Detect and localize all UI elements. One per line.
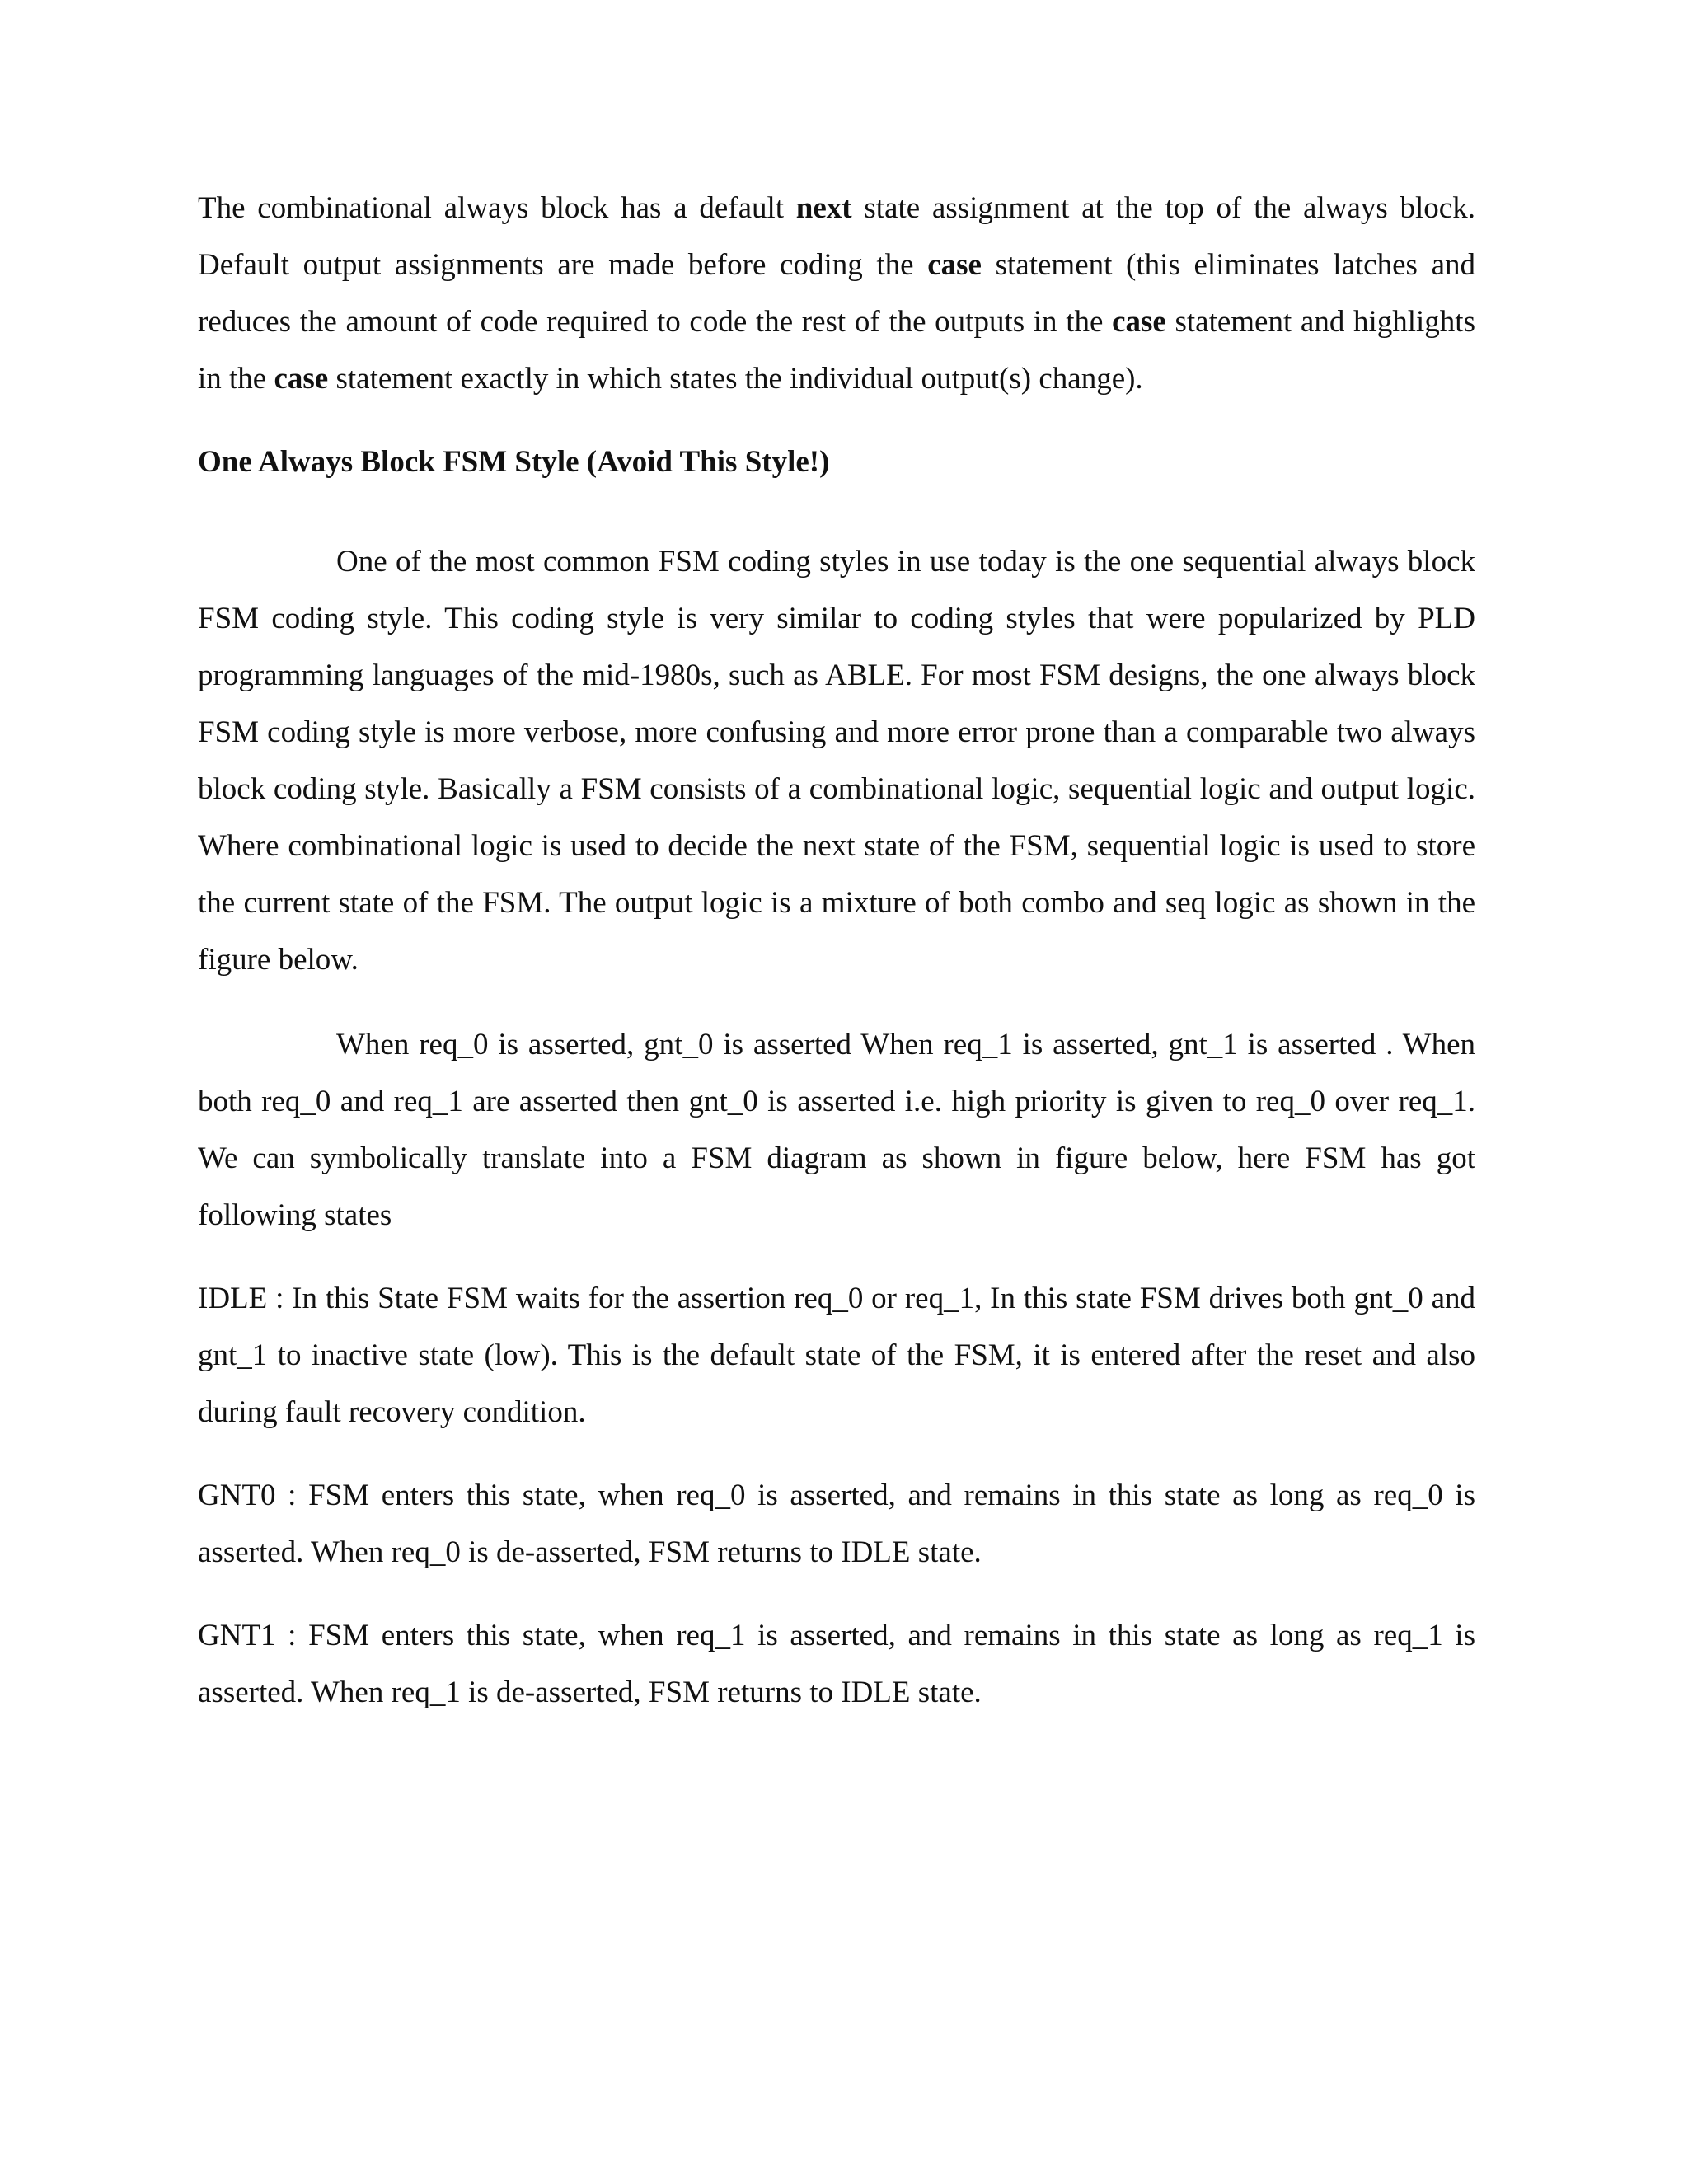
paragraph-text: statement and highlights in the bbox=[198, 305, 1475, 396]
keyword-next: next bbox=[795, 191, 852, 225]
paragraph-combinational-block bbox=[198, 180, 1475, 407]
paragraph-one-always-block: One of the most common FSM coding styles in use today is the one sequential always block FSM coding style. This coding style is very similar to coding styles that were popularized by PLD programming languages of the mid-1980s, such as ABLE. For most FSM designs, the one always block FSM coding style is more verbose, more confusing and more error prone than a comparable two always block coding style. Basically a FSM consists of a combinational logic, sequential logic and output logic. Where combinational logic is used to decide the next state of the FSM, sequential logic is used to store the current state of the FSM. The output logic is a mixture of both combo and seq logic as shown in the figure below. bbox=[198, 545, 1475, 977]
document-page bbox=[198, 180, 1475, 1721]
paragraph-idle-state: IDLE : In this State FSM waits for the assertion req_0 or req_1, In this state FSM drives both gnt_0 and gnt_1 to inactive state (low). This is the default state of the FSM, it is entered after the reset and also during fault recovery condition. bbox=[198, 1282, 1475, 1429]
paragraph-text: statement exactly in which states the individual output(s) change). bbox=[328, 362, 1143, 396]
section-heading: One Always Block FSM Style (Avoid This Style!) bbox=[198, 445, 830, 479]
keyword-case: case bbox=[927, 248, 982, 282]
keyword-case: case bbox=[1112, 305, 1166, 339]
paragraph-text: statement (this eliminates latches and reduces the amount of code required to code the rest of the outputs in the bbox=[198, 248, 1475, 339]
paragraph-text: state assignment at the top of the always block. Default output assignments are made before coding the bbox=[198, 191, 1475, 282]
keyword-case: case bbox=[274, 362, 329, 396]
paragraph-req-gnt: When req_0 is asserted, gnt_0 is asserted When req_1 is asserted, gnt_1 is asserted . When both req_0 and req_1 are asserted then gnt_0 is asserted i.e. high priority is given to req_0 over req_1. We can symbolically translate into a FSM diagram as shown in figure below, here FSM has got following states bbox=[198, 1028, 1475, 1232]
paragraph-gnt1-state: GNT1 : FSM enters this state, when req_1 is asserted, and remains in this state as long as req_1 is asserted. When req_1 is de-asserted, FSM returns to IDLE state. bbox=[198, 1619, 1475, 1709]
paragraph-gnt0-state: GNT0 : FSM enters this state, when req_0 is asserted, and remains in this state as long as req_0 is asserted. When req_0 is de-asserted, FSM returns to IDLE state. bbox=[198, 1479, 1475, 1569]
paragraph-text: The combinational always block has a default bbox=[198, 191, 796, 225]
